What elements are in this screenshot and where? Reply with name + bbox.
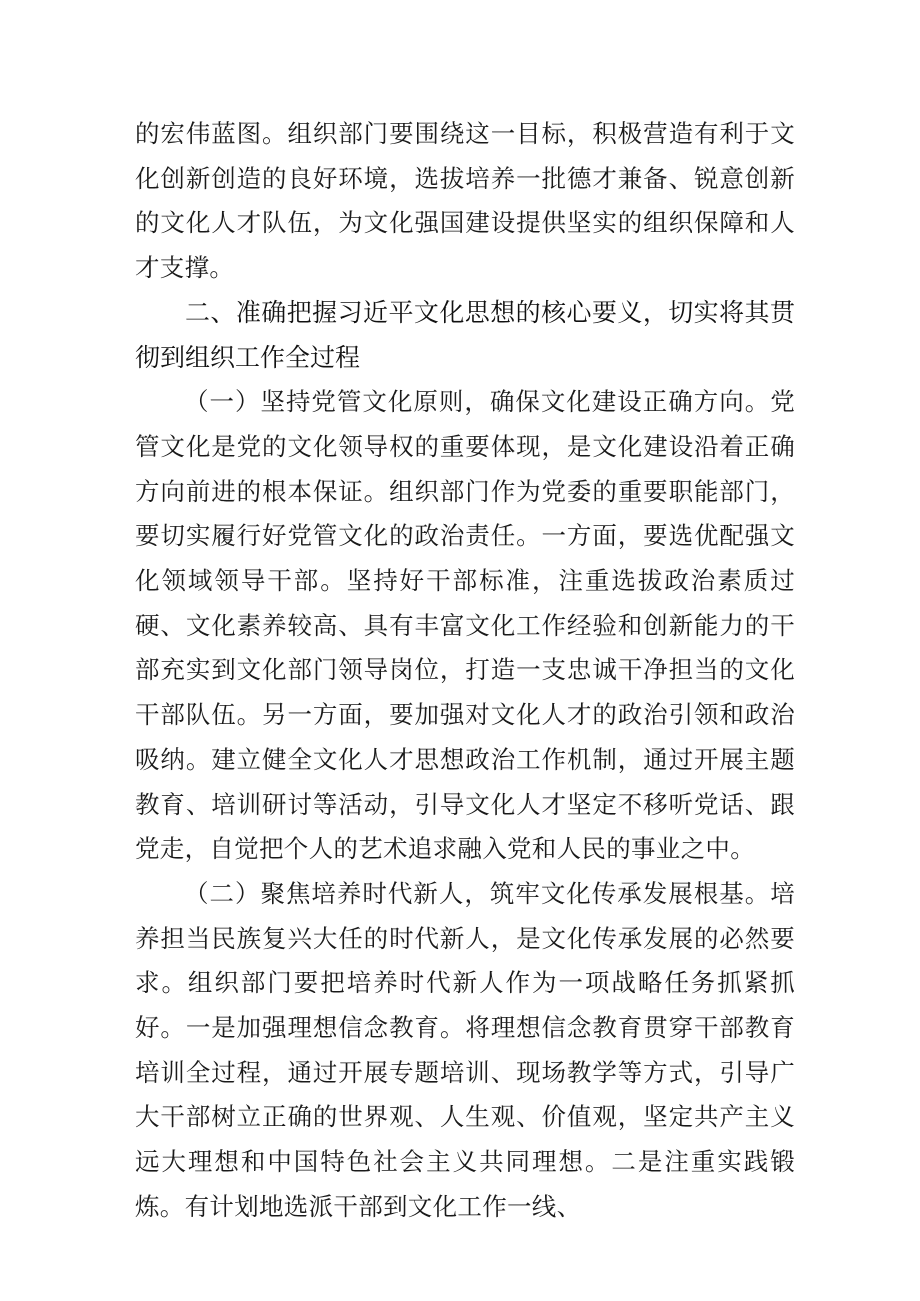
paragraph-section-2-2: （二）聚焦培养时代新人，筑牢文化传承发展根基。培养担当民族复兴大任的时代新人，是文化传承发展的必然要求。组织部门要把培养时代新人作为一项战略任务抓紧抓好。一是加强理想信念教育。将理想信念教育贯穿干部教育培训全过程，通过开展专题培训、现场教学等方式，引导广大干部树立正确的世界观、人生观、价值观，坚定共产主义远大理想和中国特色社会主义共同理想。二是注重实践锻炼。有计划地选派干部到文化工作一线、 — [135, 878, 795, 1221]
document-body — [135, 112, 795, 1230]
paragraph-intro: 的宏伟蓝图。组织部门要围绕这一目标，积极营造有利于文化创新创造的良好环境，选拔培养一批德才兼备、锐意创新的文化人才队伍，为文化强国建设提供坚实的组织保障和人才支撑。 — [135, 119, 795, 283]
paragraph-section-2-1: （一）坚持党管文化原则，确保文化建设正确方向。党管文化是党的文化领导权的重要体现，是文化建设沿着正确方向前进的根本保证。组织部门作为党委的重要职能部门，要切实履行好党管文化的政治责任。一方面，要选优配强文化领域领导干部。坚持好干部标准，注重选拔政治素质过硬、文化素养较高、具有丰富文化工作经验和创新能力的干部充实到文化部门领导岗位，打造一支忠诚干净担当的文化干部队伍。另一方面，要加强对文化人才的政治引领和政治吸纳。建立健全文化人才思想政治工作机制，通过开展主题教育、培训研讨等活动，引导文化人才坚定不移听党话、跟党走，自觉把个人的艺术追求融入党和人民的事业之中。 — [135, 387, 795, 864]
section-heading-2: 二、准确把握习近平文化思想的核心要义，切实将其贯彻到组织工作全过程 — [135, 297, 795, 372]
